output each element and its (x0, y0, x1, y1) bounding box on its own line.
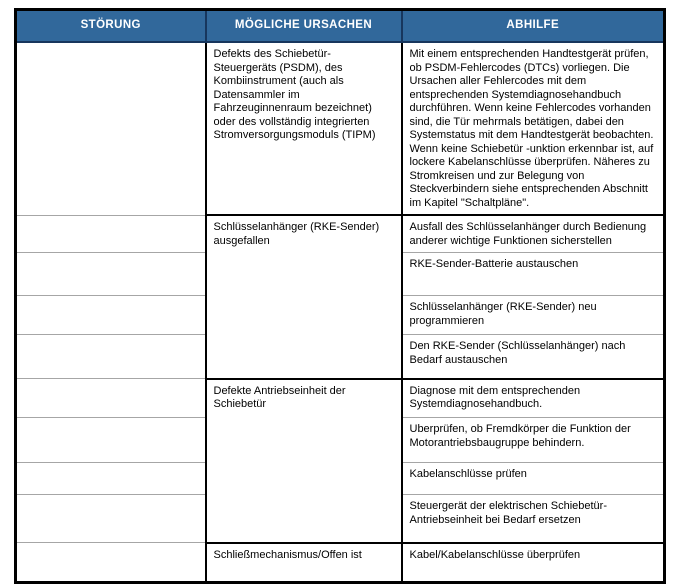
ursache-cell: Defekte Antriebseinheit der Schiebetür (206, 379, 402, 543)
abhilfe-cell: Uberprüfen, ob Fremdkörper die Funktion der Motorantriebsbaugruppe behindern. (402, 418, 665, 463)
abhilfe-cell: Kabel/Kabelanschlüsse überprüfen (402, 543, 665, 583)
stoerung-cell (16, 418, 206, 463)
table-row (16, 543, 665, 583)
column-header-ursachen: MÖGLICHE URSACHEN (206, 10, 402, 43)
troubleshooting-table (14, 8, 666, 584)
stoerung-cell (16, 253, 206, 296)
stoerung-cell (16, 296, 206, 335)
table-row (16, 379, 665, 418)
abhilfe-cell: Ausfall des Schlüsselanhänger durch Bedienung anderer wichtige Funktionen sicherstellen (402, 215, 665, 253)
stoerung-cell (16, 495, 206, 543)
abhilfe-cell: Diagnose mit dem entsprechenden Systemdiagnosehandbuch. (402, 379, 665, 418)
table-row (16, 215, 665, 253)
ursache-cell: Defekts des Schiebetür-Steuergeräts (PSDM), des Kombiinstrument (auch als Datensammler im Fahrzeuginnenraum bezeichnet) oder des vollständig integrierten Stromversorgungsmoduls (TIPM) (206, 42, 402, 215)
ursache-cell: Schlüsselanhänger (RKE-Sender) ausgefallen (206, 215, 402, 379)
stoerung-cell (16, 335, 206, 379)
stoerung-cell (16, 42, 206, 215)
header-row (16, 10, 665, 43)
abhilfe-cell: Kabelanschlüsse prüfen (402, 463, 665, 495)
column-header-abhilfe: ABHILFE (402, 10, 665, 43)
column-header-stoerung: STÖRUNG (16, 10, 206, 43)
abhilfe-cell: Steuergerät der elektrischen Schiebetür-Antriebseinheit bei Bedarf ersetzen (402, 495, 665, 543)
abhilfe-cell: Schlüsselanhänger (RKE-Sender) neu programmieren (402, 296, 665, 335)
table-row (16, 42, 665, 215)
abhilfe-cell: Den RKE-Sender (Schlüsselanhänger) nach Bedarf austauschen (402, 335, 665, 379)
abhilfe-cell: Mit einem entsprechenden Handtestgerät prüfen, ob PSDM-Fehlercodes (DTCs) vorliegen. Die Ursachen aller Fehlercodes mit dem entsprechenden Systemdiagnosehandbuch durchführen. Wenn keine Fehlercodes vorhanden sind, die Tür mehrmals betätigen, dabei den Systemstatus mit dem Handtestgerät beobachten. Wenn keine Schiebetür -unktion erkennbar ist, auf lockere Kabelanschlüsse überprüfen. Näheres zu Stromkreisen und zur Belegung von Steckverbindern siehe entsprechenden Abschnitt im Kapitel "Schaltpläne". (402, 42, 665, 215)
troubleshooting-table-wrap (14, 8, 663, 584)
ursache-cell: Schließmechanismus/Offen ist (206, 543, 402, 583)
stoerung-cell (16, 463, 206, 495)
stoerung-cell (16, 543, 206, 583)
stoerung-cell (16, 215, 206, 253)
stoerung-cell (16, 379, 206, 418)
abhilfe-cell: RKE-Sender-Batterie austauschen (402, 253, 665, 296)
